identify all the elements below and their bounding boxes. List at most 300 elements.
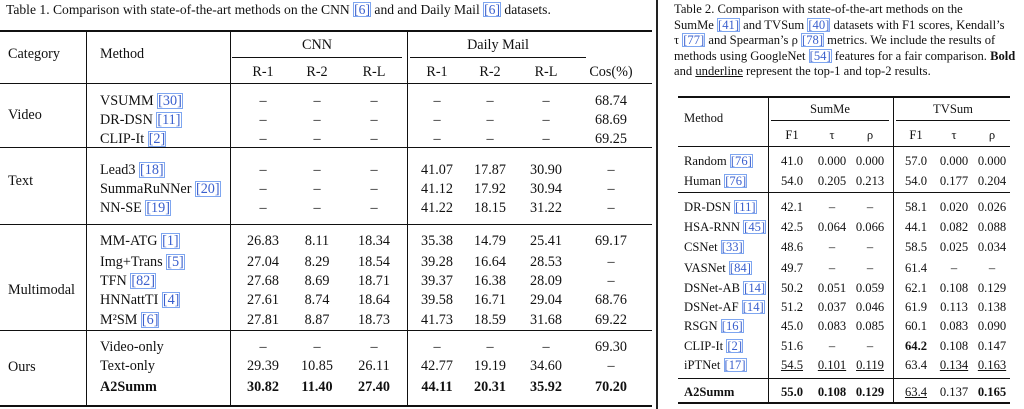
table-cell: 44.11 [421,379,453,395]
table-cell: 29.04 [530,292,562,308]
method-name [684,239,744,255]
table-cell: 27.04 [247,254,279,270]
table-cell [898,318,934,334]
top-rule [0,30,652,32]
table-cell: 10.85 [301,358,333,374]
caption-text: and [674,64,696,79]
method-name [100,253,185,271]
header-method: Method [100,46,145,62]
cell-value: 0.177 [939,174,969,188]
cell-value: 0.000 [817,154,847,168]
table-cell [814,239,850,255]
caption-text: datasets. [504,2,551,17]
table-cell: – [370,93,378,109]
table-cell [774,299,810,315]
method-name [100,338,164,356]
table-cell [974,338,1010,354]
table-cell: 18.34 [358,233,390,249]
table-cell: 69.30 [595,339,627,355]
table-cell [814,219,850,235]
group-rule [0,330,652,331]
table-cell: 20.31 [474,379,506,395]
table-cell: 70.20 [595,379,627,395]
table-cell [852,280,888,296]
method-label: CSNet [684,240,718,254]
column-rule [230,31,231,405]
citation-link[interactable]: [54] [809,48,831,63]
cell-value: 0.037 [817,300,847,314]
table-cell: – [370,200,378,216]
table-cell [936,239,972,255]
caption-text: and and Daily Mail [374,2,480,17]
table-cell [814,199,850,215]
table-cell: 26.11 [358,358,390,374]
cell-value: 64.2 [904,339,928,353]
method-label: HNNattTI [100,292,159,308]
top-rule [678,96,1010,98]
cell-value: – [866,339,874,353]
caption-text: methods using GoogleNet [674,48,809,63]
cell-value: 0.129 [977,281,1007,295]
table-cell [774,280,810,296]
table-cell [814,280,850,296]
caption-text: features for a fair comparison. [831,48,991,63]
header-summe: SumMe [810,102,850,116]
cell-value: 42.1 [780,200,804,214]
table-cell [898,357,934,373]
table-cell [898,153,934,169]
cell-value: 0.204 [977,174,1007,188]
table-cell: – [370,131,378,147]
cell-value: – [988,261,996,275]
table-cell [814,318,850,334]
cell-value: 54.0 [904,174,928,188]
table-cell: – [486,131,494,147]
cell-value: 0.034 [977,240,1007,254]
method-label: DR-DSN [100,112,153,128]
citation-link[interactable]: [76] [725,174,747,188]
table-cell: – [370,339,378,355]
cell-value: 61.4 [904,261,928,275]
table-cell: – [542,112,550,128]
table-cell: – [259,93,267,109]
method-name [684,219,766,235]
citation-link[interactable]: [18] [140,162,164,178]
caption-line [674,2,1016,18]
cell-value: 0.020 [939,200,969,214]
table-cell [936,260,972,276]
cell-value: 45.0 [780,319,804,333]
cell-value: – [866,200,874,214]
table-cell [898,260,934,276]
table-cell: 8.74 [304,292,330,308]
table-cell [974,199,1010,215]
method-label: NN-SE [100,200,142,216]
column-rule [407,31,408,405]
caption-text: Table 1. Comparison with state-of-the-art methods on the CNN [6,2,350,17]
method-label: iPTNet [684,358,721,372]
method-name [100,291,180,309]
table-cell [936,384,972,400]
table-cell: – [259,200,267,216]
table-cell [852,219,888,235]
cell-value: 58.5 [904,240,928,254]
cell-value: 0.147 [977,339,1007,353]
header-rl: R-L [362,64,386,80]
cell-value: 0.088 [977,220,1007,234]
table-cell [974,219,1010,235]
table-cell [898,239,934,255]
cell-value: 48.6 [780,240,804,254]
table-cell: 11.40 [301,379,333,395]
table-cell [936,357,972,373]
table-cell [936,153,972,169]
table-cell: 42.77 [421,358,453,374]
citation-link[interactable]: [77] [683,33,705,48]
header-f1: F1 [909,128,923,142]
citation-link[interactable]: [82] [131,273,155,289]
table-cell [852,384,888,400]
table-cell: 69.17 [595,233,627,249]
table-cell: 27.61 [247,292,279,308]
table-cell: 8.11 [304,233,330,249]
table-cell: 18.64 [358,292,390,308]
table-cell [774,260,810,276]
citation-link[interactable]: [30] [158,93,182,109]
table-cell: – [542,131,550,147]
cell-value: 0.059 [855,281,885,295]
table-cell: 17.87 [474,162,506,178]
citation-link[interactable]: [40] [808,17,830,32]
table-cell: 39.58 [421,292,453,308]
cell-value: 57.0 [904,154,928,168]
caption-line [674,49,1016,65]
citation-link[interactable]: [6] [141,312,159,328]
method-label: M²SM [100,312,138,328]
method-label: A2Summ [684,385,735,399]
citation-link[interactable]: [45] [744,220,766,234]
table-cell [814,260,850,276]
column-rule [768,97,769,402]
cell-value: 0.083 [939,319,969,333]
cell-value: – [950,261,958,275]
table-cell: 39.28 [421,254,453,270]
table-cell [898,199,934,215]
citation-link[interactable]: [1] [162,233,179,249]
citation-link[interactable]: [6] [354,2,370,17]
cell-value: 54.0 [780,174,804,188]
category-label: Video [8,107,42,123]
method-label: TFN [100,273,127,289]
table-cell [974,260,1010,276]
table-cell [898,299,934,315]
table-cell [774,219,810,235]
citation-link[interactable]: [4] [162,292,180,308]
cell-value: 0.066 [855,220,885,234]
method-label: Human [684,174,722,188]
table-cell [898,338,934,354]
citation-link[interactable]: [11] [735,200,756,214]
cell-value: 51.2 [780,300,804,314]
table-cell: – [259,339,267,355]
header-rule [678,146,1010,147]
dailymail-underline [410,57,586,58]
table-cell [936,318,972,334]
table-cell [898,384,934,400]
cell-value: 42.5 [780,220,804,234]
table-cell [936,173,972,189]
header-r1: R-1 [252,64,274,80]
table-cell [852,318,888,334]
table-cell: 41.07 [421,162,453,178]
table-cell [774,318,810,334]
cell-value: 0.129 [855,385,885,399]
table-cell: – [607,181,615,197]
table-cell [974,173,1010,189]
header-cnn: CNN [302,37,332,53]
table-cell: 30.90 [530,162,562,178]
method-name [684,384,734,400]
table-cell: – [313,131,321,147]
citation-link[interactable]: [2] [148,131,166,147]
cell-value: 60.1 [904,319,928,333]
bottom-rule [0,405,652,407]
table-cell: – [486,339,494,355]
citation-link[interactable]: [14] [744,281,766,295]
table-cell: 19.19 [474,358,506,374]
method-label: Video-only [100,339,164,355]
header-rl: R-L [534,64,558,80]
cell-value: 41.0 [780,154,804,168]
table-cell: 18.59 [474,312,506,328]
cell-value: – [828,240,836,254]
group-rule [0,224,652,225]
table-cell [936,199,972,215]
cell-value: 0.163 [977,358,1007,372]
cell-value: 0.026 [977,200,1007,214]
method-label: SummaRuNNer [100,181,192,197]
citation-link[interactable]: [14] [742,300,764,314]
cell-value: – [828,200,836,214]
method-name [684,357,747,373]
cell-value: – [828,261,836,275]
caption-text: τ [674,33,683,48]
header-dailymail: Daily Mail [467,37,529,53]
table-cell: – [433,339,441,355]
cell-value: 0.108 [817,385,847,399]
method-label: DSNet-AF [684,300,739,314]
table-cell: 8.69 [304,273,330,289]
table-cell [774,173,810,189]
table-cell: – [433,112,441,128]
cell-value: 0.064 [817,220,847,234]
table-cell: – [259,112,267,128]
table-cell [852,173,888,189]
table-cell: 34.60 [530,358,562,374]
cell-value: 0.000 [939,154,969,168]
header-rule [0,83,652,84]
citation-link[interactable]: [41] [718,17,740,32]
table-cell: – [259,181,267,197]
method-name [684,299,765,315]
method-label: CLIP-It [684,339,724,353]
caption-underline-word: underline [695,64,743,79]
method-label: DSNet-AB [684,281,740,295]
table-cell: 18.73 [358,312,390,328]
method-label: Text-only [100,358,155,374]
table-cell: – [607,162,615,178]
citation-link[interactable]: [6] [484,2,500,17]
table-cell: – [370,162,378,178]
table-cell: 18.54 [358,254,390,270]
header-f1: F1 [785,128,799,142]
cell-value: 0.082 [939,220,969,234]
table-cell: 68.76 [595,292,627,308]
cell-value: 0.046 [855,300,885,314]
citation-link[interactable]: [2] [727,339,743,353]
table-cell: 31.22 [530,200,562,216]
header-r2: R-2 [306,64,328,80]
cell-value: 51.6 [780,339,804,353]
table-cell [814,384,850,400]
table-cell: 14.79 [474,233,506,249]
cell-value: 63.4 [904,358,928,372]
table-cell: 8.87 [304,312,330,328]
table-cell: 25.41 [530,233,562,249]
table-cell: – [259,162,267,178]
cell-value: 0.137 [939,385,969,399]
citation-link[interactable]: [19] [146,200,170,216]
table2-caption [674,2,1016,80]
cell-value: 0.108 [939,339,969,353]
method-label: CLIP-It [100,131,145,147]
citation-link[interactable]: [16] [721,319,743,333]
cell-value: 49.7 [780,261,804,275]
table-cell: 16.64 [474,254,506,270]
caption-line [674,64,1016,80]
method-name [684,338,743,354]
method-name [684,153,753,169]
category-label: Text [8,173,34,189]
method-name [684,318,744,334]
method-name [684,280,766,296]
caption-bold-word: Bold [990,48,1016,63]
cell-value: 58.1 [904,200,928,214]
cell-value: 0.165 [977,385,1007,399]
citation-link[interactable]: [84] [729,261,751,275]
table-cell: – [313,162,321,178]
table-cell: – [607,200,615,216]
tvsum-underline [896,120,1010,121]
table-cell [774,384,810,400]
bottom-rule [678,402,1010,404]
column-rule [893,97,894,402]
method-name [100,378,157,396]
table-cell [974,318,1010,334]
table-cell: – [542,93,550,109]
table-cell [974,299,1010,315]
table-cell [852,153,888,169]
table-cell: – [486,112,494,128]
table-cell [774,153,810,169]
column-rule [86,31,87,405]
header-r2: R-2 [479,64,501,80]
category-label: Ours [8,359,36,375]
table-cell [974,280,1010,296]
header-tvsum: TVSum [933,102,973,116]
table-cell [774,357,810,373]
cell-value: 0.205 [817,174,847,188]
table-cell: – [313,339,321,355]
table-cell [852,299,888,315]
cell-value: 55.0 [780,385,804,399]
citation-link[interactable]: [78] [802,33,824,48]
method-label: MM-ATG [100,233,158,249]
header-cos: Cos(%) [589,64,633,80]
cell-value: 0.090 [977,319,1007,333]
citation-link[interactable]: [20] [195,181,220,197]
citation-link[interactable]: [17] [724,358,746,372]
caption-text: Table 2. Comparison with state-of-the-art methods on the [674,2,963,16]
table-cell: – [486,93,494,109]
citation-link[interactable]: [33] [721,240,743,254]
method-label: A2Summ [100,379,157,395]
table-cell: 28.09 [530,273,562,289]
method-name [100,161,165,179]
table-cell: – [313,112,321,128]
table-cell [974,357,1010,373]
header-tau: τ [829,128,835,142]
caption-text: SumMe [674,17,718,32]
cell-value: 61.9 [904,300,928,314]
caption-text: and TVSum [740,17,808,32]
table-cell [852,338,888,354]
cnn-underline [232,57,402,58]
citation-link[interactable]: [76] [730,154,752,168]
cell-value: 0.134 [939,358,969,372]
table-cell [898,280,934,296]
table-cell: – [370,112,378,128]
table-cell: 41.22 [421,200,453,216]
method-label: Lead3 [100,162,136,178]
table1-caption [6,1,652,19]
table-cell: 41.12 [421,181,453,197]
cell-value: – [866,240,874,254]
method-name [100,357,155,375]
table-cell: 30.82 [247,379,279,395]
table-cell [774,199,810,215]
header-rho: ρ [866,128,874,142]
header-category: Category [8,46,61,62]
method-label: VSUMM [100,93,154,109]
method-name [100,180,221,198]
table-cell: 28.53 [530,254,562,270]
cell-value: 50.2 [780,281,804,295]
citation-link[interactable]: [11] [157,112,181,128]
citation-link[interactable]: [5] [167,254,184,270]
table-cell: 39.37 [421,273,453,289]
table-cell [852,260,888,276]
table-cell: – [607,358,615,374]
header-rho: ρ [988,128,996,142]
table-cell: 69.22 [595,312,627,328]
caption-text: datasets with F1 scores, Kendall’s [830,17,1005,32]
table-cell: 16.38 [474,273,506,289]
method-label: Img+Trans [100,254,163,270]
table-cell: – [313,200,321,216]
table-cell: 29.39 [247,358,279,374]
method-name [684,199,757,215]
